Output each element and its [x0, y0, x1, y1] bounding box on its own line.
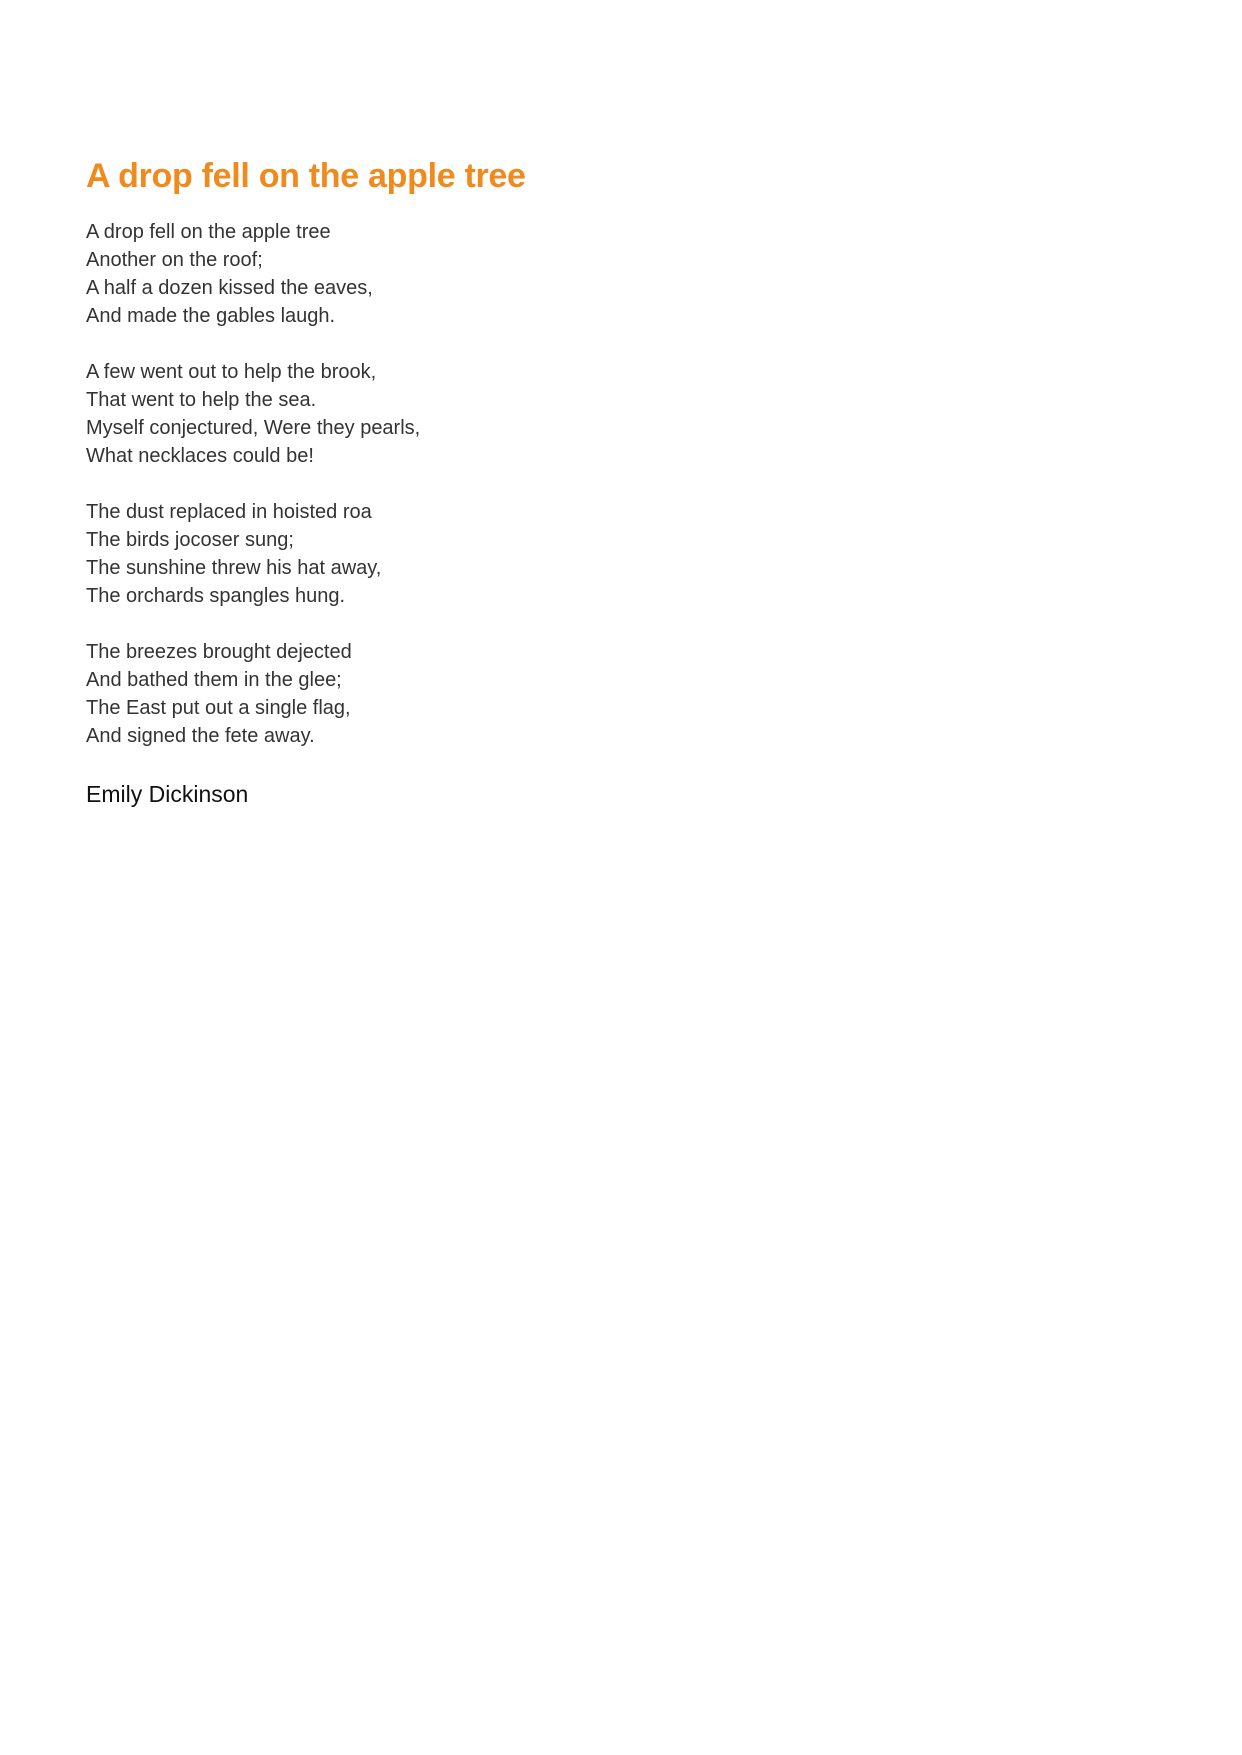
poem-line: What necklaces could be! [86, 445, 314, 467]
stanza-3 [86, 498, 986, 610]
poem-line: That went to help the sea. [86, 389, 317, 411]
stanza-4 [86, 638, 986, 750]
poem-line: The birds jocoser sung; [86, 529, 294, 551]
poem-line: A half a dozen kissed the eaves, [86, 277, 373, 299]
poem-line: The orchards spangles hung. [86, 585, 346, 607]
poem-line: A few went out to help the brook, [86, 361, 377, 383]
poem-line: The breezes brought dejected [86, 641, 352, 663]
poem-title: A drop fell on the apple tree [86, 157, 526, 195]
poem-line: Another on the roof; [86, 249, 263, 271]
poem-line: The East put out a single flag, [86, 697, 351, 719]
stanza-2 [86, 358, 986, 470]
poem-line: The dust replaced in hoisted roa [86, 501, 372, 523]
poem-content [86, 152, 986, 810]
poem-line: And bathed them in the glee; [86, 669, 342, 691]
poem-line: And signed the fete away. [86, 725, 315, 747]
stanza-1 [86, 218, 986, 330]
poem-body [86, 218, 986, 750]
poem-line: The sunshine threw his hat away, [86, 557, 382, 579]
poem-line: A drop fell on the apple tree [86, 221, 331, 243]
poem-line: And made the gables laugh. [86, 305, 336, 327]
poem-line: Myself conjectured, Were they pearls, [86, 417, 421, 439]
poem-author: Emily Dickinson [86, 781, 249, 807]
